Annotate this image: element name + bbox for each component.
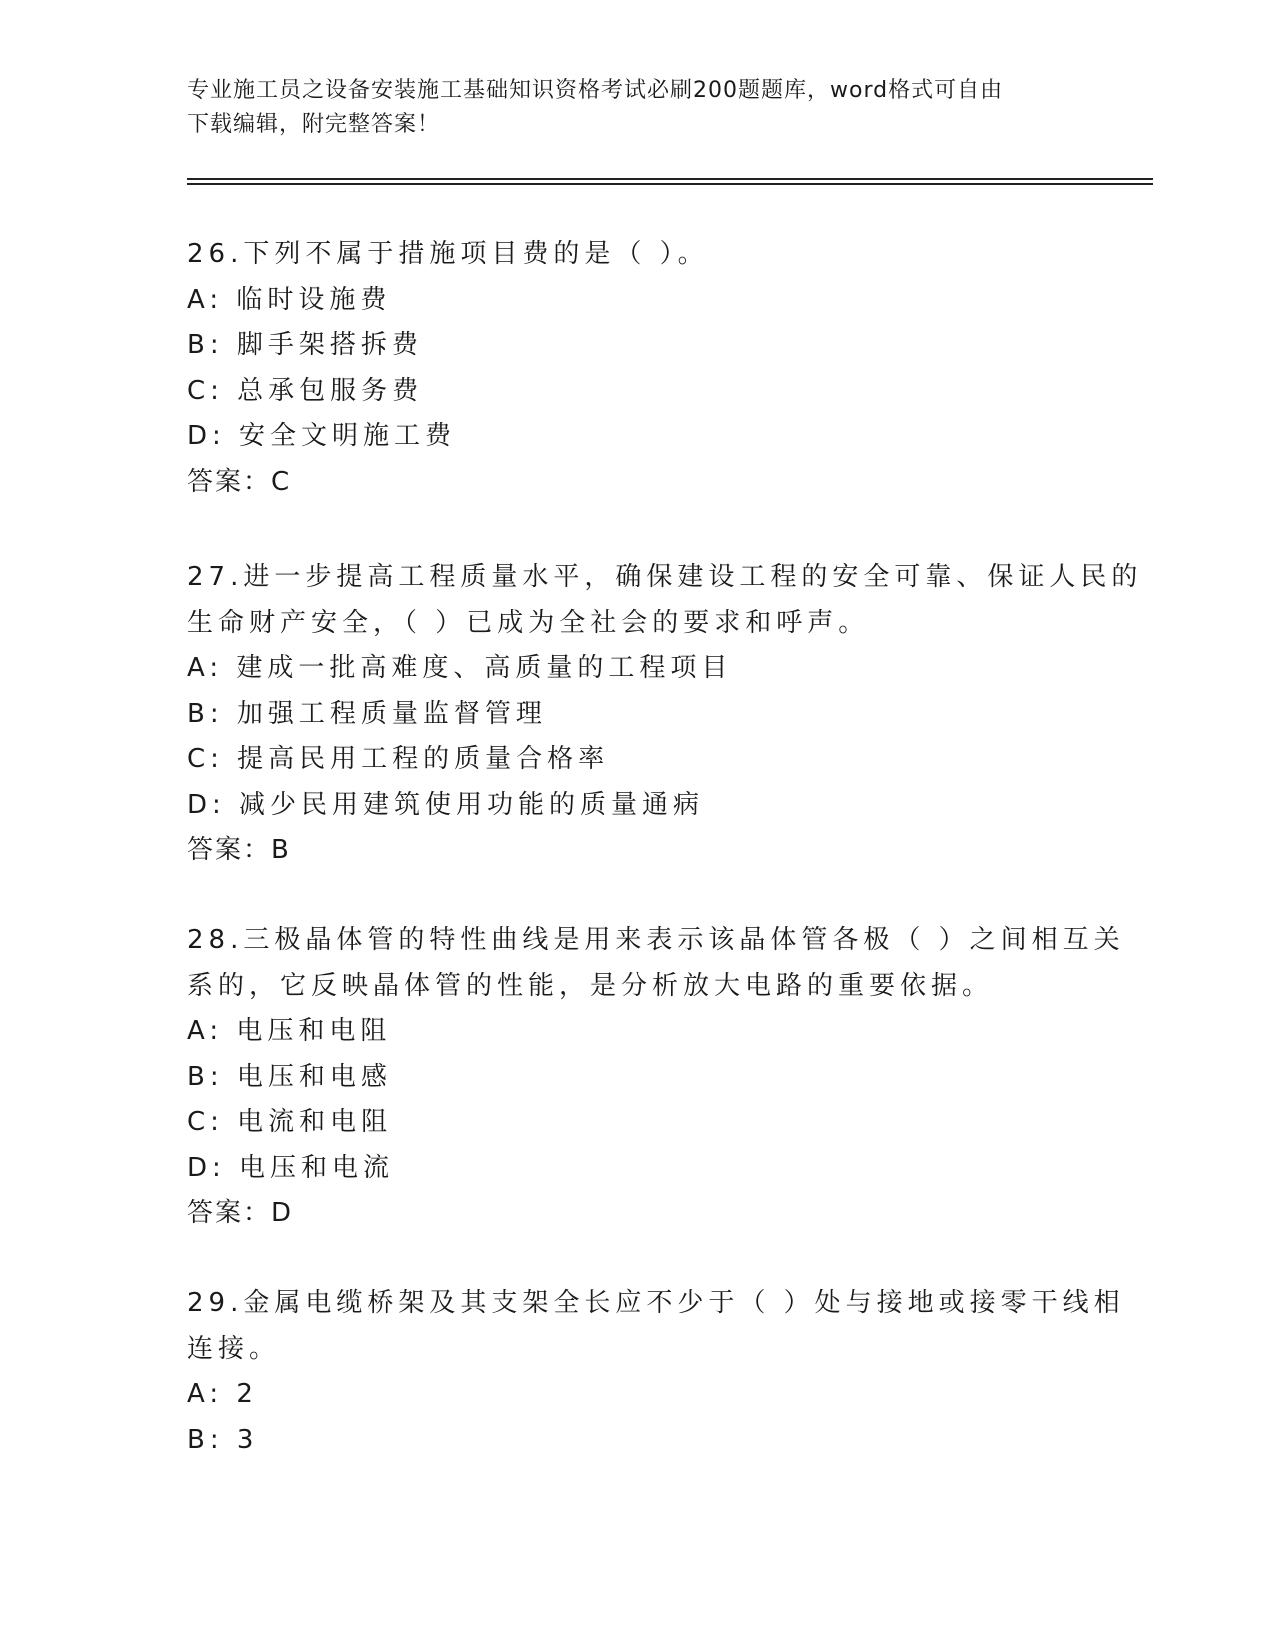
option-c: C: 总承包服务费 [187, 375, 424, 406]
question-27 [187, 555, 1143, 874]
question-stem: 28.三极晶体管的特性曲线是用来表示该晶体管各极（ ）之间相互关 [187, 925, 1125, 955]
option-a: A: 建成一批高难度、高质量的工程项目 [187, 653, 733, 683]
answer-label: 答案：C [187, 466, 292, 497]
option-b: B: 脚手架搭拆费 [187, 330, 423, 360]
question-26 [187, 232, 1087, 505]
option-b: B: 加强工程质量监督管理 [187, 698, 547, 729]
option-c: C: 提高民用工程的质量合格率 [187, 744, 610, 774]
option-d: D: 减少民用建筑使用功能的质量通病 [187, 789, 705, 820]
question-stem-continued: 连接。 [187, 1333, 281, 1364]
header-line-2: 下载编辑，附完整答案！ [187, 112, 441, 137]
document-header [187, 74, 1087, 142]
option-d: D: 安全文明施工费 [187, 421, 457, 451]
question-stem: 27.进一步提高工程质量水平，确保建设工程的安全可靠、保证人民的 [187, 562, 1143, 592]
option-a: A: 临时设施费 [187, 284, 392, 315]
header-divider-bottom [187, 183, 1153, 185]
option-a: A: 电压和电阻 [187, 1016, 392, 1046]
option-b: B: 电压和电感 [187, 1061, 392, 1092]
question-stem-continued: 生命财产安全，（ ）已成为全社会的要求和呼声。 [187, 607, 870, 638]
header-divider-top [187, 178, 1153, 180]
option-c: C: 电流和电阻 [187, 1107, 393, 1137]
question-29 [187, 1281, 1125, 1463]
option-b: B: 3 [187, 1424, 259, 1455]
question-stem: 26.下列不属于措施项目费的是（ ）。 [187, 239, 709, 269]
question-stem-continued: 系的，它反映晶体管的性能，是分析放大电路的重要依据。 [187, 970, 994, 1001]
option-d: D: 电压和电流 [187, 1152, 395, 1183]
option-a: A: 2 [187, 1379, 258, 1409]
answer-label: 答案：B [187, 835, 291, 865]
question-stem: 29.金属电缆桥架及其支架全长应不少于（ ）处与接地或接零干线相 [187, 1288, 1125, 1318]
question-28 [187, 918, 1125, 1237]
header-line-1: 专业施工员之设备安装施工基础知识资格考试必刷200题题库，word格式可自由 [187, 78, 1004, 103]
answer-label: 答案：D [187, 1198, 294, 1228]
